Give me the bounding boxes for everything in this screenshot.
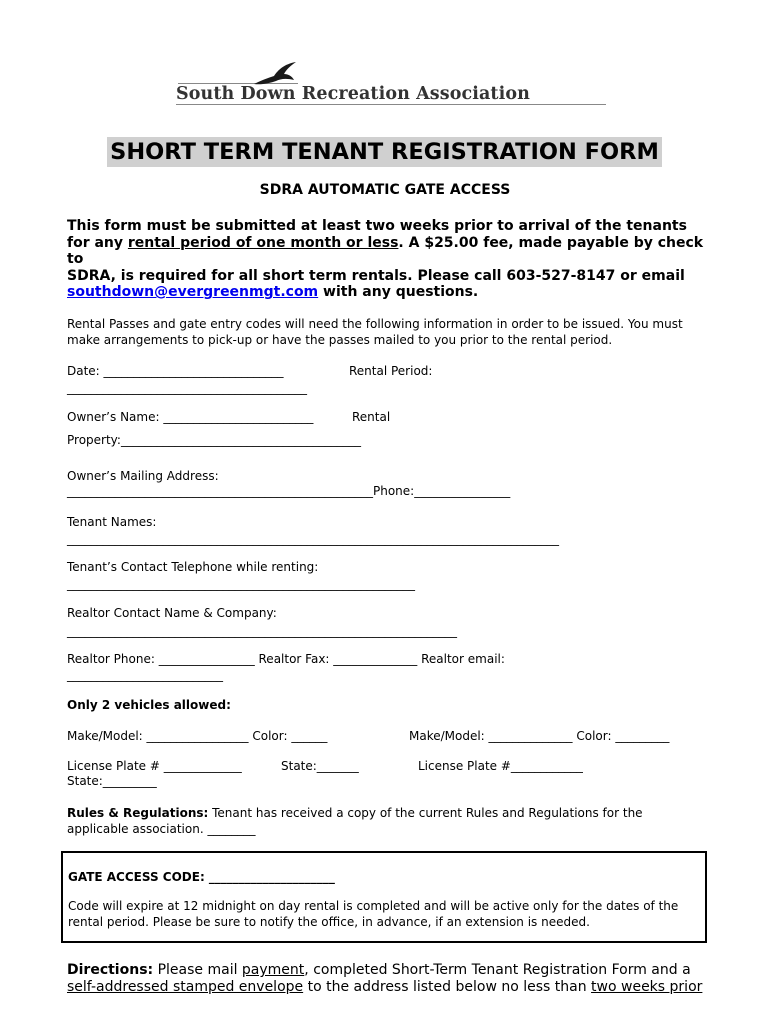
intro-text-3: SDRA, is required for all short term rentals. Please call 603-527-8147 or email xyxy=(67,267,685,284)
realtor-contact-label: Realtor Contact Name & Company: xyxy=(67,606,277,620)
mailing-address-field[interactable]: ___________________________________________________Phone:________________ xyxy=(67,484,511,498)
gate-code-note: Code will expire at 12 midnight on day rental is completed and will be active only for the dates of the rental period. Please be sure to notify the office, in advance, if an extension is needed. xyxy=(68,899,679,929)
rules-text: Tenant has received a copy of the current Rules and Regulations for the applicable association. ________ xyxy=(67,806,643,836)
rules-paragraph xyxy=(67,806,707,837)
realtor-contact-field[interactable]: _________________________________________________________________ xyxy=(67,624,457,638)
mailing-address-label: Owner’s Mailing Address: xyxy=(67,469,219,483)
tenant-names-field[interactable]: __________________________________________________________________________________ xyxy=(67,532,559,546)
rental-period-field[interactable]: ________________________________________ xyxy=(67,381,307,395)
vehicles-heading: Only 2 vehicles allowed: xyxy=(67,698,231,712)
realtor-email-field[interactable]: __________________________ xyxy=(67,668,223,682)
tenant-names-label: Tenant Names: xyxy=(67,515,157,529)
vehicle2-state[interactable]: State:_________ xyxy=(67,774,157,788)
rental-property-field[interactable]: Property:________________________________________ xyxy=(67,433,361,447)
owners-name-field[interactable]: Owner’s Name: _________________________ xyxy=(67,410,314,424)
intro-text-2: . A $25.00 fee, made payable by check to xyxy=(67,234,704,267)
email-link[interactable]: southdown@evergreenmgt.com xyxy=(67,284,319,300)
intro-rental-period: rental period of one month or less xyxy=(127,234,399,251)
directions-payment: payment xyxy=(241,962,305,978)
intro-text-4: with any questions. xyxy=(318,284,479,300)
tenant-phone-field[interactable]: __________________________________________________________ xyxy=(67,577,415,591)
vehicle1-plate[interactable]: License Plate # _____________ xyxy=(67,759,242,773)
association-logo xyxy=(176,60,606,108)
vehicle2-plate[interactable]: License Plate #____________ xyxy=(418,759,583,773)
vehicle1-state[interactable]: State:_______ xyxy=(281,759,359,773)
directions-label: Directions: xyxy=(67,962,154,978)
directions-text-2: , completed Short-Term Tenant Registration Form and a xyxy=(304,962,691,978)
rental-label: Rental xyxy=(352,410,391,424)
directions-two-weeks: two weeks prior xyxy=(591,979,703,995)
logo-org-name: South Down Recreation Association xyxy=(176,84,530,104)
logo-rule-bottom xyxy=(176,104,606,105)
info-paragraph: Rental Passes and gate entry codes will need the following information in order to be issued. You must make arrangements to pick-up or have the passes mailed to you prior to the rental period. xyxy=(67,317,683,347)
realtor-phone-fax-field[interactable]: Realtor Phone: ________________ Realtor Fax: ______________ Realtor email: xyxy=(67,652,505,666)
vehicle1-make-color[interactable]: Make/Model: _________________ Color: ______ xyxy=(67,729,328,743)
date-field[interactable]: Date: ______________________________ xyxy=(67,364,284,378)
rental-period-label: Rental Period: xyxy=(349,364,433,378)
directions-paragraph xyxy=(67,962,717,996)
form-subtitle: SDRA AUTOMATIC GATE ACCESS xyxy=(259,182,511,198)
intro-text-1: This form must be submitted at least two weeks prior to arrival of the tenants for any xyxy=(67,218,687,251)
rules-label: Rules & Regulations: xyxy=(67,806,209,820)
form-title: SHORT TERM TENANT REGISTRATION FORM xyxy=(110,139,659,165)
tenant-phone-label: Tenant’s Contact Telephone while renting: xyxy=(67,560,319,574)
gate-access-code-field[interactable]: GATE ACCESS CODE: _____________________ xyxy=(68,870,335,884)
directions-envelope: self-addressed stamped envelope xyxy=(67,979,304,995)
vehicle2-make-color[interactable]: Make/Model: ______________ Color: _________ xyxy=(409,729,670,743)
intro-paragraph xyxy=(67,218,707,301)
directions-text-1: Please mail xyxy=(153,962,242,978)
directions-text-3: to the address listed below no less than xyxy=(303,979,592,995)
